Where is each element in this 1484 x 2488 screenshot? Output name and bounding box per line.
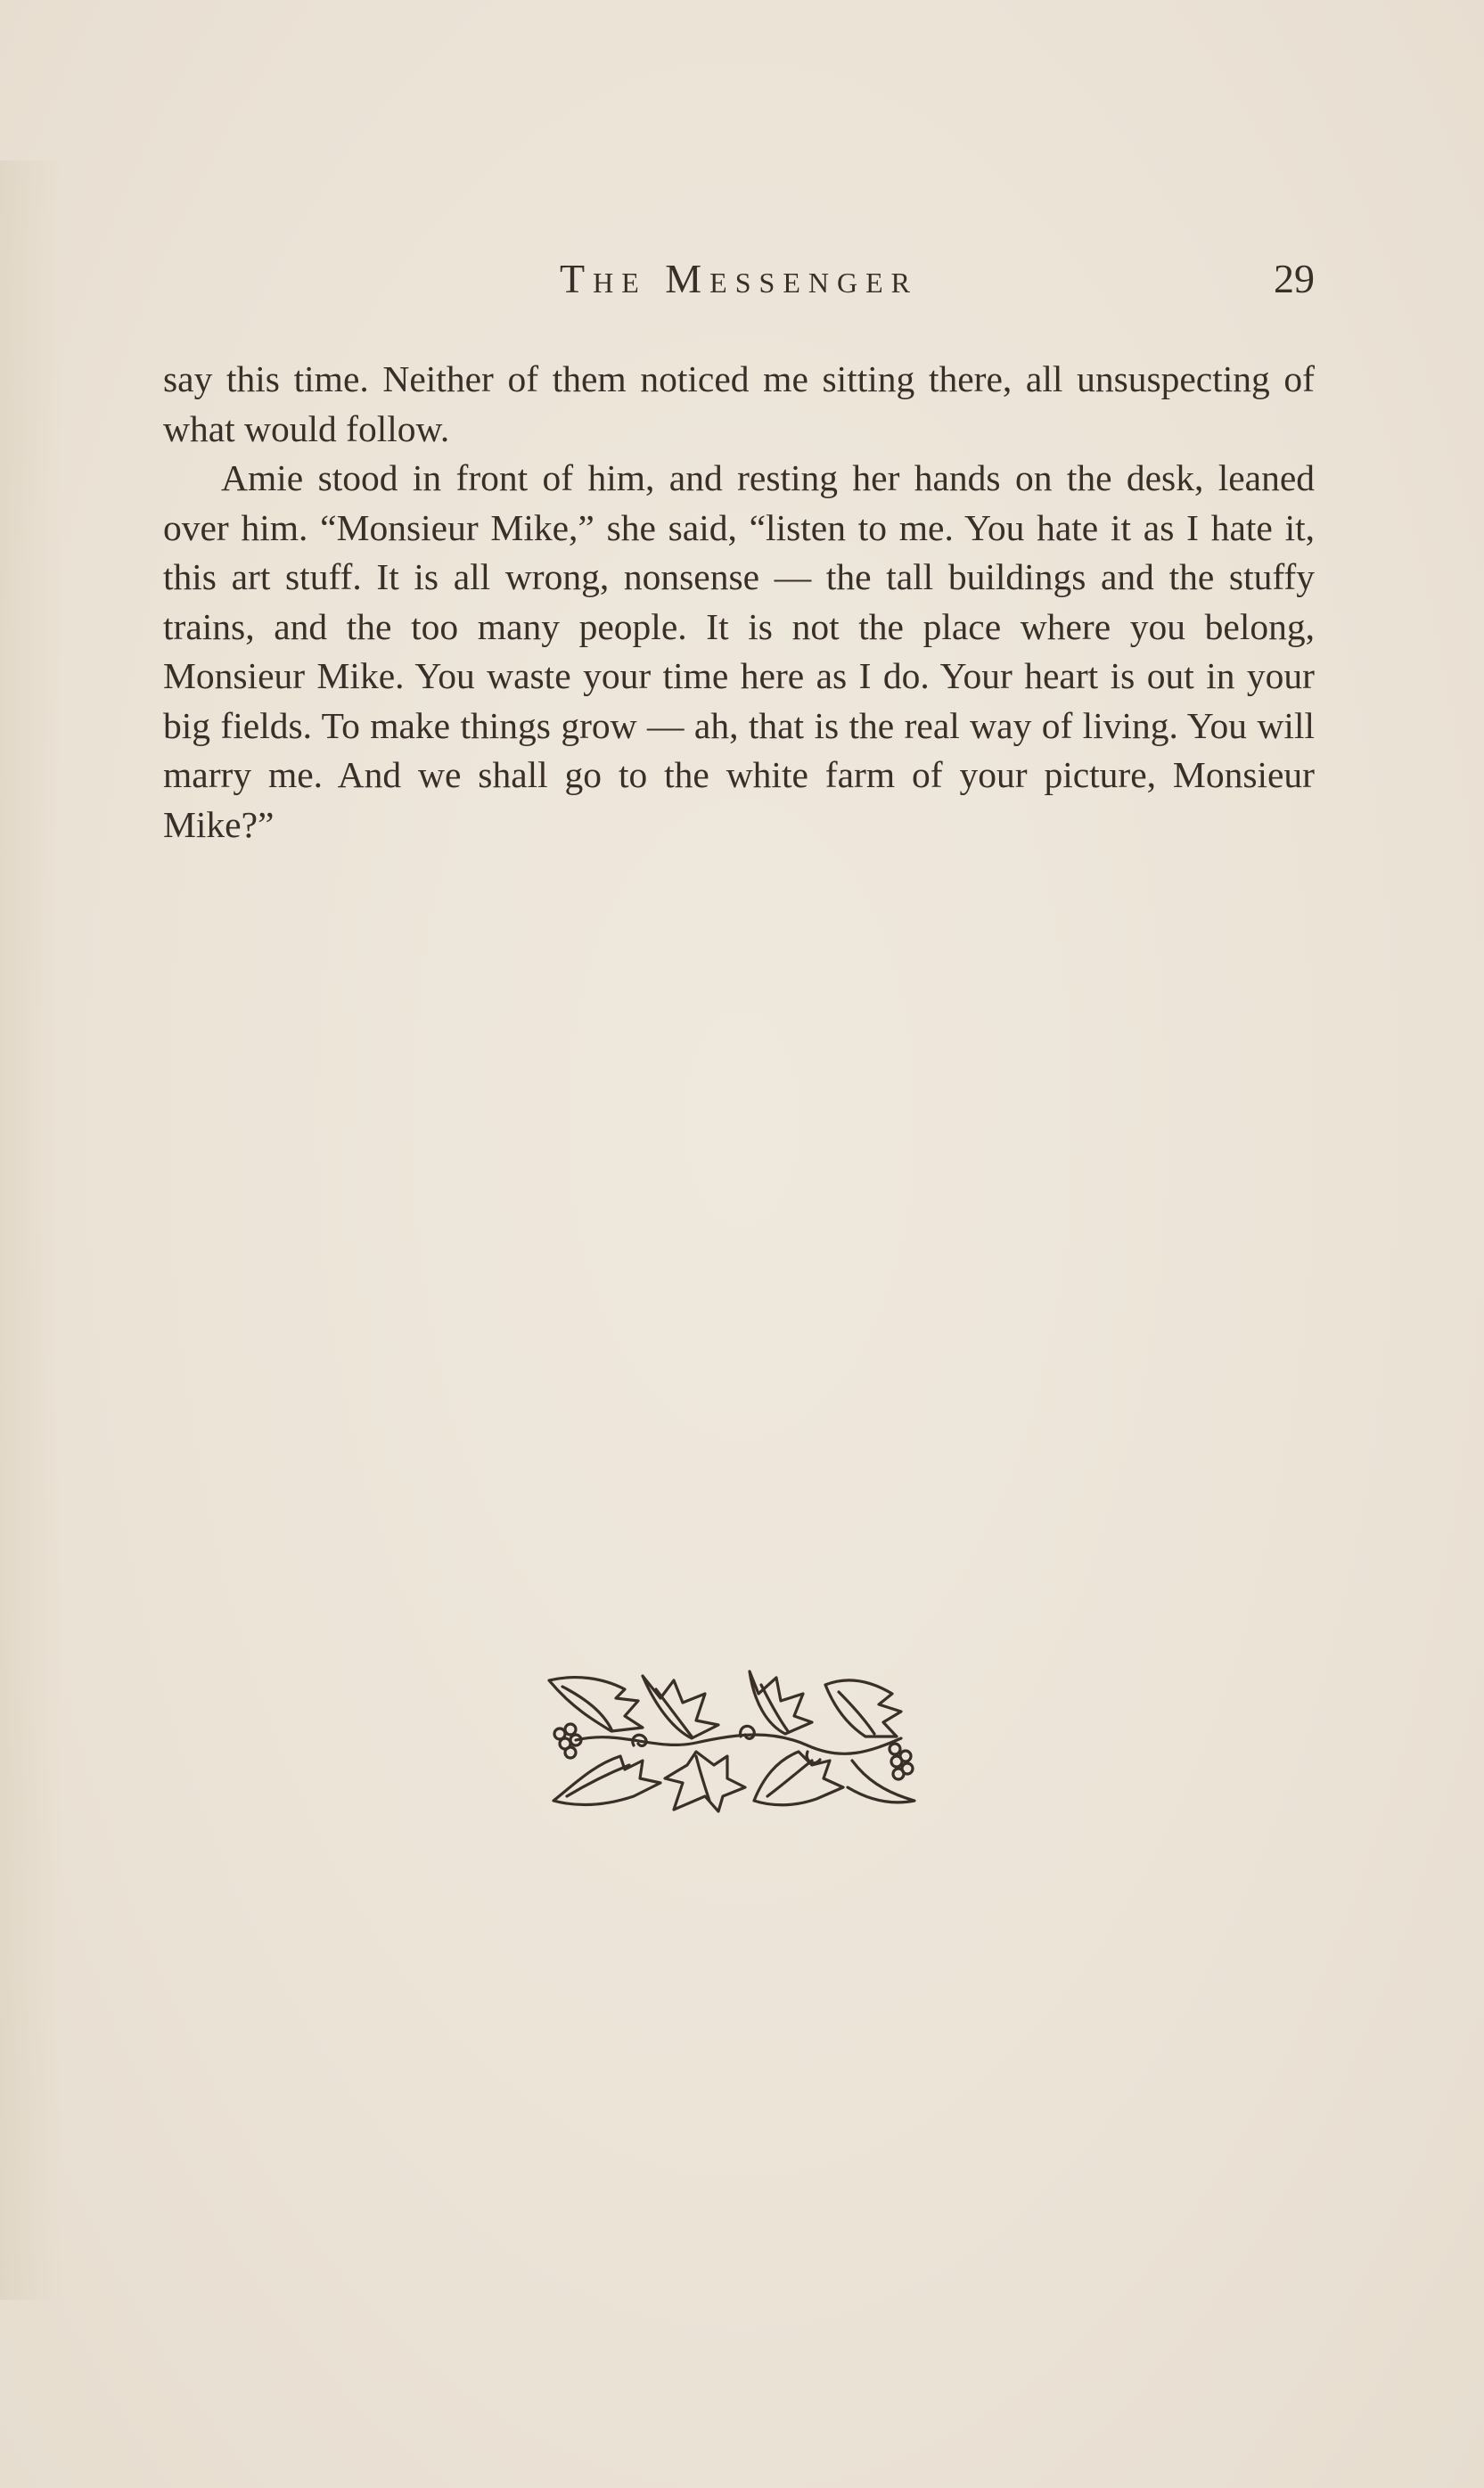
running-title: The Messenger — [560, 256, 918, 301]
gutter-shading — [0, 160, 62, 2300]
page-number: 29 — [1274, 256, 1315, 301]
paragraph-continued: say this time. Neither of them noticed me sitting there, all unsuspecting of what would follow. — [163, 358, 1315, 449]
paragraph: Amie stood in front of him, and resting her hands on the desk, leaned over him. “Monsieur Mike,” she said, “listen to me. You hate it as I hate it, this art stuff. It is all wrong, nonsense — the tall buildings and the stuffy trains, and the too many people. It is not the place where you belong, Monsieur Mike. You waste your time here as I do. Your heart is out in your big fields. To make things grow — ah, that is the real way of living. You will marry me. And we shall go to the white farm of your picture, Monsieur Mike?” — [163, 457, 1315, 845]
running-head — [163, 257, 1315, 310]
body-text — [163, 355, 1315, 850]
grapevine-leaf-ornament-icon — [540, 1667, 923, 1814]
